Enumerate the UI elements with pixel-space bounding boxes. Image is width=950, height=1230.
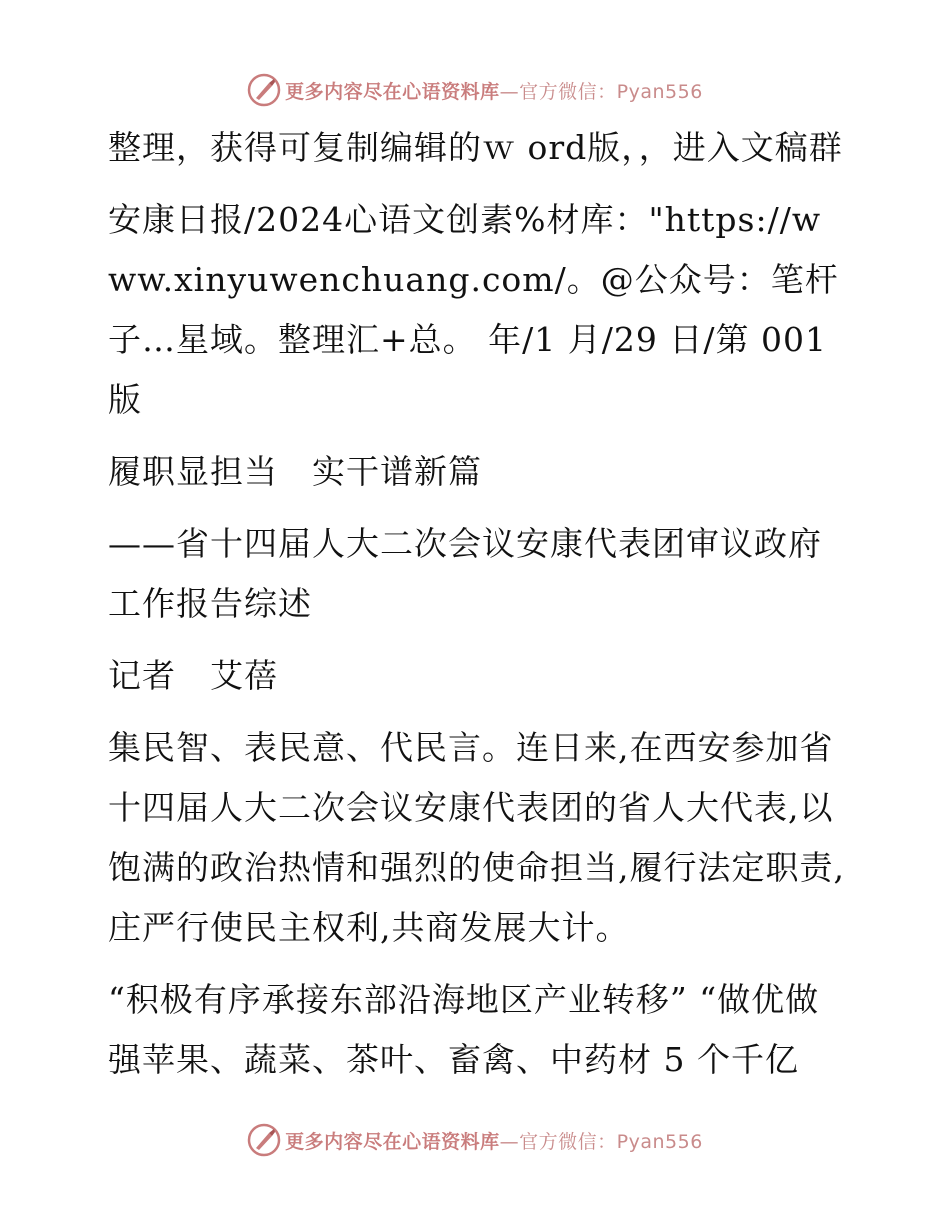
intro-note: 整理，获得可复制编辑的ｗ ord版，，进入文稿群 <box>108 128 843 167</box>
body-paragraph: “积极有序承接东部沿海地区产业转移” “做优做强苹果、蔬菜、茶叶、畜禽、中药材 5 个千亿 <box>108 980 820 1079</box>
article-subheadline: ——省十四届人大二次会议安康代表团审议政府工作报告综述 <box>108 524 822 623</box>
byline: 记者 艾蓓 <box>108 656 278 695</box>
source-line: 安康日报/2024心语文创素%材库："https://www.xinyuwenchuang.com/。@公众号：笔杆子…星域。整理汇+总。 年/1 月/29 日/第 001 版 <box>108 200 839 419</box>
quill-pen-icon <box>247 1123 281 1157</box>
watermark-text: 更多内容尽在心语资料库—官方微信：Pyan556 <box>285 1130 703 1153</box>
footer-watermark <box>0 1120 950 1160</box>
article-headline: 履职显担当 实干谱新篇 <box>108 452 482 491</box>
body-paragraph: 集民智、表民意、代民言。连日来,在西安参加省十四届人大二次会议安康代表团的省人大代表,以饱满的政治热情和强烈的使命担当,履行法定职责,庄严行使民主权利,共商发展大计。 <box>108 728 845 947</box>
document-body <box>98 118 850 1102</box>
watermark-text: 更多内容尽在心语资料库—官方微信：Pyan556 <box>285 80 703 103</box>
quill-pen-icon <box>247 73 281 107</box>
header-watermark <box>0 70 950 110</box>
